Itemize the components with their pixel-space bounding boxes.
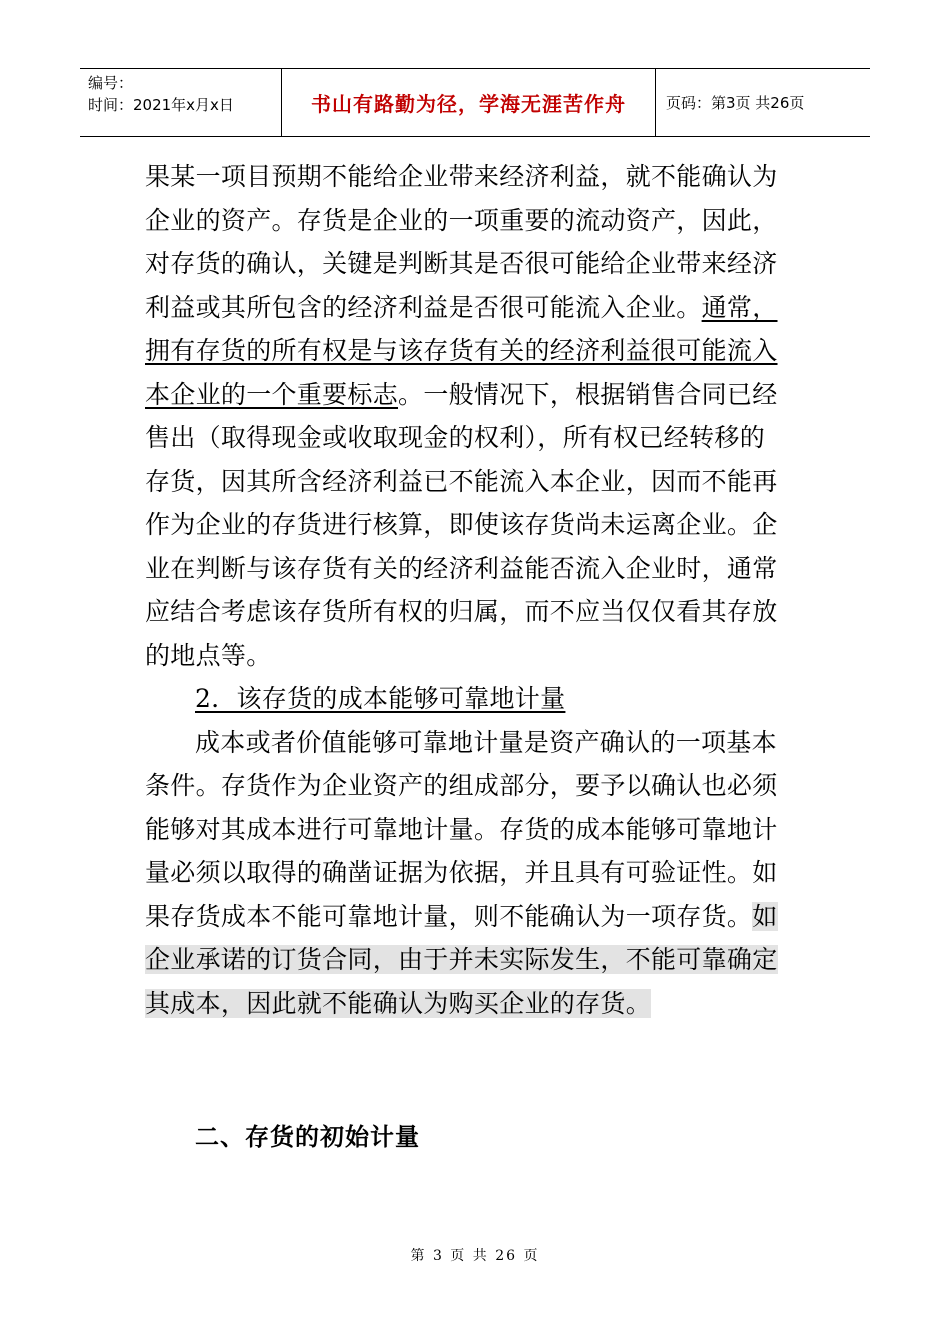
section-title: 二、存货的初始计量 — [195, 1123, 420, 1151]
body-line: 能够对其成本进行可靠地计量。存货的成本能够可靠地计 — [145, 814, 778, 844]
underlined-text: 本企业的一个重要标志 — [145, 379, 399, 409]
body-line: 条件。存货作为企业资产的组成部分，要予以确认也必须 — [145, 771, 778, 800]
header-motto: 书山有路勤为径，学海无涯苦作舟 — [282, 69, 656, 136]
body-line: 果某一项目预期不能给企业带来经济利益，就不能确认为 — [145, 162, 778, 191]
page-footer: 第 3 页 共 26 页 — [410, 1248, 540, 1264]
subheading: 2．该存货的成本能够可靠地计量 — [195, 684, 566, 713]
document-body — [145, 155, 810, 1025]
body-text: 。一般情况下，根据销售合同已经 — [398, 379, 778, 409]
highlighted-text: 企业承诺的订货合同，由于并未实际发生，不能可靠确定 — [145, 945, 778, 974]
body-line — [145, 286, 810, 330]
header-meta — [80, 69, 282, 136]
body-line: 售出（取得现金或收取现金的权利），所有权已经转移的 — [145, 423, 766, 452]
body-line: 成本或者价值能够可靠地计量是资产确认的一项基本 — [195, 727, 777, 757]
highlighted-text: 其成本，因此就不能确认为购买企业的存货。 — [145, 988, 652, 1018]
subheading-line — [145, 677, 810, 721]
body-line: 业在判断与该存货有关的经济利益能否流入企业时，通常 — [145, 553, 778, 583]
page-header — [80, 68, 870, 137]
body-line — [145, 982, 810, 1026]
body-line — [145, 373, 810, 417]
body-line: 存货，因其所含经济利益已不能流入本企业，因而不能再 — [145, 466, 778, 496]
underlined-text: 通常， — [701, 292, 778, 322]
body-line: 企业的资产。存货是企业的一项重要的流动资产，因此， — [145, 205, 778, 235]
body-text: 利益或其所包含的经济利益是否很可能流入企业。 — [145, 292, 702, 322]
body-line: 应结合考虑该存货所有权的归属，而不应当仅仅看其存放 — [145, 597, 778, 626]
number-label: 编号： — [88, 74, 134, 92]
date-label: 时间：2021年x月x日 — [88, 96, 234, 114]
body-line — [145, 938, 810, 982]
body-line: 对存货的确认，关键是判断其是否很可能给企业带来经济 — [145, 249, 778, 278]
body-line: 作为企业的存货进行核算，即使该存货尚未运离企业。企 — [145, 510, 778, 539]
header-page-info: 页码：第3页 共26页 — [666, 94, 805, 112]
body-text: 果存货成本不能可靠地计量，则不能确认为一项存货。 — [145, 901, 753, 931]
body-line: 量必须以取得的确凿证据为依据，并且具有可验证性。如 — [145, 858, 778, 887]
body-line: 的地点等。 — [145, 640, 272, 670]
highlighted-text: 如 — [752, 901, 778, 931]
body-line — [145, 895, 810, 939]
underlined-line: 拥有存货的所有权是与该存货有关的经济利益很可能流入 — [145, 336, 778, 365]
